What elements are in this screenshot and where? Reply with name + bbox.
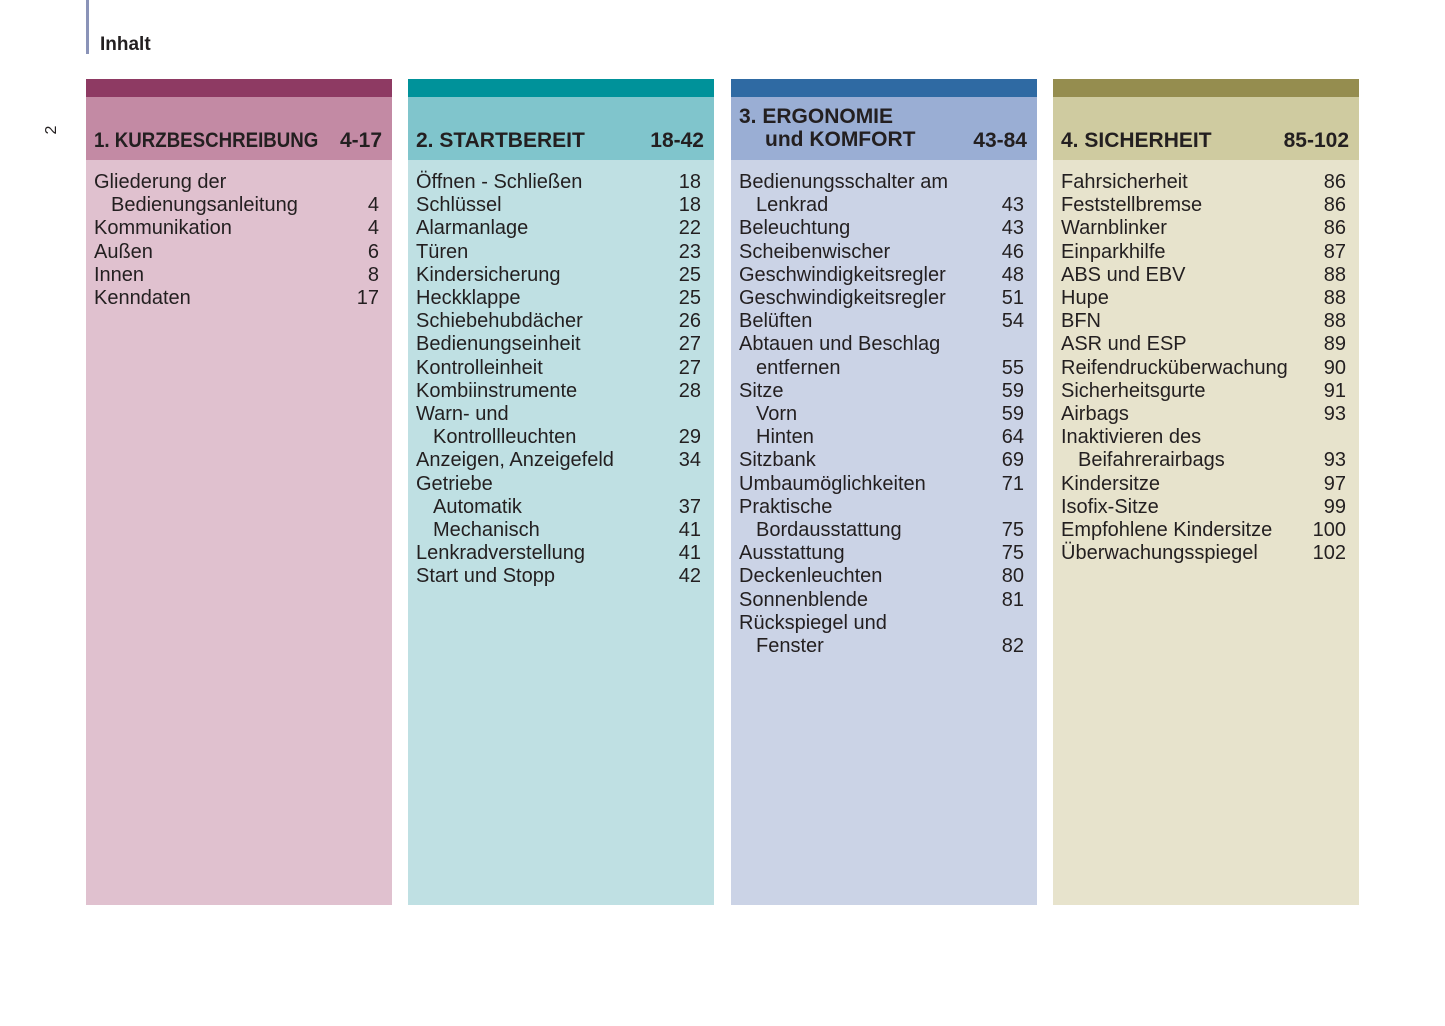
entry-label: Ausstattung: [739, 542, 845, 565]
toc-entry[interactable]: [1061, 496, 1346, 519]
entry-page: 55: [1001, 356, 1024, 379]
entry-page: 91: [1323, 379, 1346, 402]
entry-page: 34: [678, 449, 701, 472]
entry-page: 27: [678, 333, 701, 356]
entry-label: ASR und ESP: [1061, 333, 1187, 356]
entry-page: 100: [1312, 519, 1346, 542]
entry-page: 4: [367, 217, 379, 240]
toc-entry[interactable]: [739, 449, 1024, 472]
toc-entry[interactable]: [416, 426, 701, 449]
entry-label: Außen: [94, 240, 153, 263]
toc-entry[interactable]: [739, 635, 1024, 658]
page-number: 2: [43, 125, 60, 135]
toc-entry[interactable]: [416, 333, 701, 356]
toc-entry[interactable]: [1061, 217, 1346, 240]
toc-entry[interactable]: [416, 473, 701, 496]
section-title: 4. SICHERHEIT: [1061, 129, 1212, 152]
entry-page: 18: [678, 194, 701, 217]
toc-entry[interactable]: [94, 194, 379, 217]
entry-page: 75: [1001, 519, 1024, 542]
toc-entry[interactable]: [416, 519, 701, 542]
toc-entry[interactable]: [1061, 333, 1346, 356]
toc-entry[interactable]: [739, 357, 1024, 380]
entry-label: Kombiinstrumente: [416, 379, 578, 402]
section-header: [86, 97, 392, 160]
entry-page: 102: [1312, 542, 1346, 565]
section-title: 1. KURZBESCHREIBUNG: [94, 129, 319, 152]
entry-label: Schiebehubdächer: [416, 310, 583, 333]
entry-label: Abtauen und Beschlag: [739, 333, 941, 356]
entry-label: Gliederung der: [94, 171, 227, 193]
toc-column-4: [1053, 79, 1359, 905]
toc-entry[interactable]: [739, 217, 1024, 240]
toc-entry[interactable]: [739, 287, 1024, 310]
entry-page: 17: [356, 287, 379, 310]
toc-entry[interactable]: [1061, 449, 1346, 472]
entry-page: 69: [1001, 449, 1024, 472]
entry-label: Vorn: [756, 403, 798, 426]
entry-label: Feststellbremse: [1061, 194, 1203, 217]
toc-entry[interactable]: [739, 612, 1024, 635]
toc-entry[interactable]: [94, 217, 379, 240]
entry-label: Bedienungsanleitung: [111, 194, 298, 217]
entry-page: 88: [1323, 287, 1346, 310]
toc-entry[interactable]: [1061, 241, 1346, 264]
toc-column-3: [731, 79, 1037, 905]
entry-label: Sonnenblende: [739, 588, 869, 611]
toc-entry[interactable]: [416, 310, 701, 333]
section-entry-list: [1053, 160, 1359, 565]
entry-label: Fenster: [756, 635, 824, 658]
toc-entry[interactable]: [739, 496, 1024, 519]
entry-label: Kindersitze: [1061, 472, 1160, 495]
entry-label: Geschwindigkeitsregler: [739, 287, 946, 310]
toc-entry[interactable]: [1061, 264, 1346, 287]
entry-label: Heckklappe: [416, 287, 521, 310]
entry-page: 25: [678, 287, 701, 310]
entry-label: Überwachungsspiegel: [1061, 542, 1258, 565]
entry-label: Rückspiegel und: [739, 611, 887, 634]
entry-page: 90: [1323, 356, 1346, 379]
column-color-band: [408, 79, 714, 97]
toc-entry[interactable]: [739, 241, 1024, 264]
toc-entry[interactable]: [1061, 473, 1346, 496]
entry-label: Fahrsicherheit: [1061, 171, 1188, 193]
toc-entry[interactable]: [94, 171, 379, 194]
entry-page: 6: [367, 240, 379, 263]
section-entry-list: [408, 160, 714, 589]
entry-page: 89: [1323, 333, 1346, 356]
entry-label: Sicherheitsgurte: [1061, 379, 1206, 402]
section-header: [408, 97, 714, 160]
entry-page: 25: [678, 263, 701, 286]
entry-label: Warn- und: [416, 403, 509, 426]
entry-label: Automatik: [433, 495, 522, 518]
entry-page: 88: [1323, 310, 1346, 333]
entry-label: Praktische: [739, 495, 833, 518]
entry-page: 43: [1001, 217, 1024, 240]
toc-entry[interactable]: [416, 217, 701, 240]
entry-label: Bedienungseinheit: [416, 333, 581, 356]
toc-entry[interactable]: [94, 287, 379, 310]
section-header: [731, 97, 1037, 160]
toc-entry[interactable]: [739, 565, 1024, 588]
entry-page: 93: [1323, 403, 1346, 426]
toc-entry[interactable]: [416, 565, 701, 588]
entry-page: 86: [1323, 171, 1346, 193]
toc-column-2: [408, 79, 714, 905]
toc-entry[interactable]: [739, 473, 1024, 496]
entry-label: Warnblinker: [1061, 217, 1167, 240]
entry-label: Mechanisch: [433, 519, 540, 542]
entry-page: 18: [678, 171, 701, 193]
toc-entry[interactable]: [416, 287, 701, 310]
entry-page: 93: [1323, 449, 1346, 472]
toc-entry[interactable]: [416, 194, 701, 217]
toc-entry[interactable]: [416, 496, 701, 519]
entry-page: 8: [367, 263, 379, 286]
column-color-band: [731, 79, 1037, 97]
toc-entry[interactable]: [739, 194, 1024, 217]
entry-label: Kommunikation: [94, 217, 232, 240]
toc-entry[interactable]: [1061, 380, 1346, 403]
toc-entry[interactable]: [739, 310, 1024, 333]
entry-page: 54: [1001, 310, 1024, 333]
entry-page: 43: [1001, 194, 1024, 217]
toc-entry[interactable]: [416, 403, 701, 426]
entry-label: entfernen: [756, 356, 841, 379]
entry-page: 99: [1323, 495, 1346, 518]
toc-entry[interactable]: [1061, 403, 1346, 426]
section-title: [739, 105, 915, 151]
toc-entry[interactable]: [1061, 171, 1346, 194]
entry-page: 41: [678, 519, 701, 542]
entry-page: 41: [678, 542, 701, 565]
entry-page: 71: [1001, 472, 1024, 495]
entry-page: 80: [1001, 565, 1024, 588]
entry-label: Kontrolleinheit: [416, 356, 543, 379]
entry-page: 37: [678, 495, 701, 518]
entry-label: Reifendrucküberwachung: [1061, 356, 1288, 379]
toc-entry[interactable]: [739, 380, 1024, 403]
entry-label: Deckenleuchten: [739, 565, 883, 588]
column-color-band: [86, 79, 392, 97]
entry-label: Bedienungsschalter am: [739, 171, 949, 193]
entry-label: Beleuchtung: [739, 217, 851, 240]
entry-page: 29: [678, 426, 701, 449]
entry-page: 22: [678, 217, 701, 240]
toc-entry[interactable]: [416, 380, 701, 403]
section-page-range: 4-17: [339, 129, 382, 152]
entry-page: 88: [1323, 263, 1346, 286]
toc-entry[interactable]: [1061, 357, 1346, 380]
entry-label: Umbaumöglichkeiten: [739, 472, 926, 495]
section-page-range: 18-42: [650, 129, 704, 152]
entry-label: Sitze: [739, 379, 784, 402]
entry-page: 27: [678, 356, 701, 379]
toc-entry[interactable]: [416, 449, 701, 472]
entry-label: Scheibenwischer: [739, 240, 891, 263]
section-title-line-1: 3. ERGONOMIE: [739, 105, 894, 128]
section-entry-list: [86, 160, 392, 310]
toc-entry[interactable]: [416, 542, 701, 565]
entry-label: Öffnen - Schließen: [416, 171, 583, 193]
side-rule: [86, 0, 89, 54]
entry-label: Bordausstattung: [756, 519, 902, 542]
entry-label: Schlüssel: [416, 194, 502, 217]
entry-page: 23: [678, 240, 701, 263]
entry-label: BFN: [1061, 310, 1101, 333]
entry-label: Hupe: [1061, 287, 1109, 310]
entry-page: 48: [1001, 263, 1024, 286]
toc-entry[interactable]: [1061, 542, 1346, 565]
entry-page: 87: [1323, 240, 1346, 263]
entry-label: Isofix-Sitze: [1061, 495, 1159, 518]
entry-label: Einparkhilfe: [1061, 240, 1166, 263]
toc-entry[interactable]: [739, 264, 1024, 287]
toc-entry[interactable]: [1061, 519, 1346, 542]
toc-entry[interactable]: [739, 171, 1024, 194]
toc-entry[interactable]: [94, 264, 379, 287]
entry-page: 42: [678, 565, 701, 588]
entry-label: Getriebe: [416, 472, 493, 495]
entry-page: 59: [1001, 379, 1024, 402]
toc-entry[interactable]: [416, 241, 701, 264]
toc-column-1: [86, 79, 392, 905]
toc-entry[interactable]: [1061, 287, 1346, 310]
entry-page: 75: [1001, 542, 1024, 565]
column-color-band: [1053, 79, 1359, 97]
toc-entry[interactable]: [416, 357, 701, 380]
section-header: [1053, 97, 1359, 160]
entry-label: Start und Stopp: [416, 565, 555, 588]
entry-label: Kenndaten: [94, 287, 191, 310]
entry-label: Türen: [416, 240, 469, 263]
entry-label: Empfohlene Kindersitze: [1061, 519, 1273, 542]
section-page-range: 85-102: [1283, 129, 1349, 152]
entry-page: 81: [1001, 588, 1024, 611]
entry-label: Innen: [94, 263, 145, 286]
section-title: 2. STARTBEREIT: [416, 129, 585, 152]
toc-entry[interactable]: [739, 542, 1024, 565]
entry-label: Alarmanlage: [416, 217, 529, 240]
entry-page: 86: [1323, 194, 1346, 217]
entry-label: Hinten: [756, 426, 814, 449]
toc-entry[interactable]: [739, 333, 1024, 356]
entry-page: 86: [1323, 217, 1346, 240]
entry-page: 82: [1001, 635, 1024, 658]
entry-page: 28: [678, 379, 701, 402]
entry-page: 59: [1001, 403, 1024, 426]
section-page-range: 43-84: [973, 129, 1027, 152]
entry-page: 4: [367, 194, 379, 217]
toc-entry[interactable]: [1061, 426, 1346, 449]
toc-entry[interactable]: [1061, 310, 1346, 333]
entry-label: Geschwindigkeitsregler: [739, 263, 946, 286]
entry-label: Sitzbank: [739, 449, 816, 472]
entry-label: Beifahrerairbags: [1078, 449, 1225, 472]
toc-entry[interactable]: [739, 589, 1024, 612]
entry-page: 46: [1001, 240, 1024, 263]
toc-entry[interactable]: [416, 264, 701, 287]
entry-page: 97: [1323, 472, 1346, 495]
toc-entry[interactable]: [1061, 194, 1346, 217]
entry-page: 51: [1001, 287, 1024, 310]
entry-label: Lenkradverstellung: [416, 542, 585, 565]
entry-label: Anzeigen, Anzeigefeld: [416, 449, 614, 472]
entry-label: Belüften: [739, 310, 813, 333]
toc-entry[interactable]: [739, 403, 1024, 426]
toc-entry[interactable]: [94, 241, 379, 264]
entry-label: Kontrollleuchten: [433, 426, 577, 449]
toc-entry[interactable]: [739, 426, 1024, 449]
entry-label: ABS und EBV: [1061, 263, 1186, 286]
toc-entry[interactable]: [739, 519, 1024, 542]
entry-label: Inaktivieren des: [1061, 426, 1202, 449]
page-title: Inhalt: [100, 34, 151, 55]
section-entry-list: [731, 160, 1037, 658]
entry-label: Lenkrad: [756, 194, 829, 217]
entry-page: 64: [1001, 426, 1024, 449]
section-title-line-2: und KOMFORT: [765, 128, 916, 151]
entry-label: Airbags: [1061, 403, 1129, 426]
toc-entry[interactable]: [416, 171, 701, 194]
entry-label: Kindersicherung: [416, 263, 561, 286]
entry-page: 26: [678, 310, 701, 333]
